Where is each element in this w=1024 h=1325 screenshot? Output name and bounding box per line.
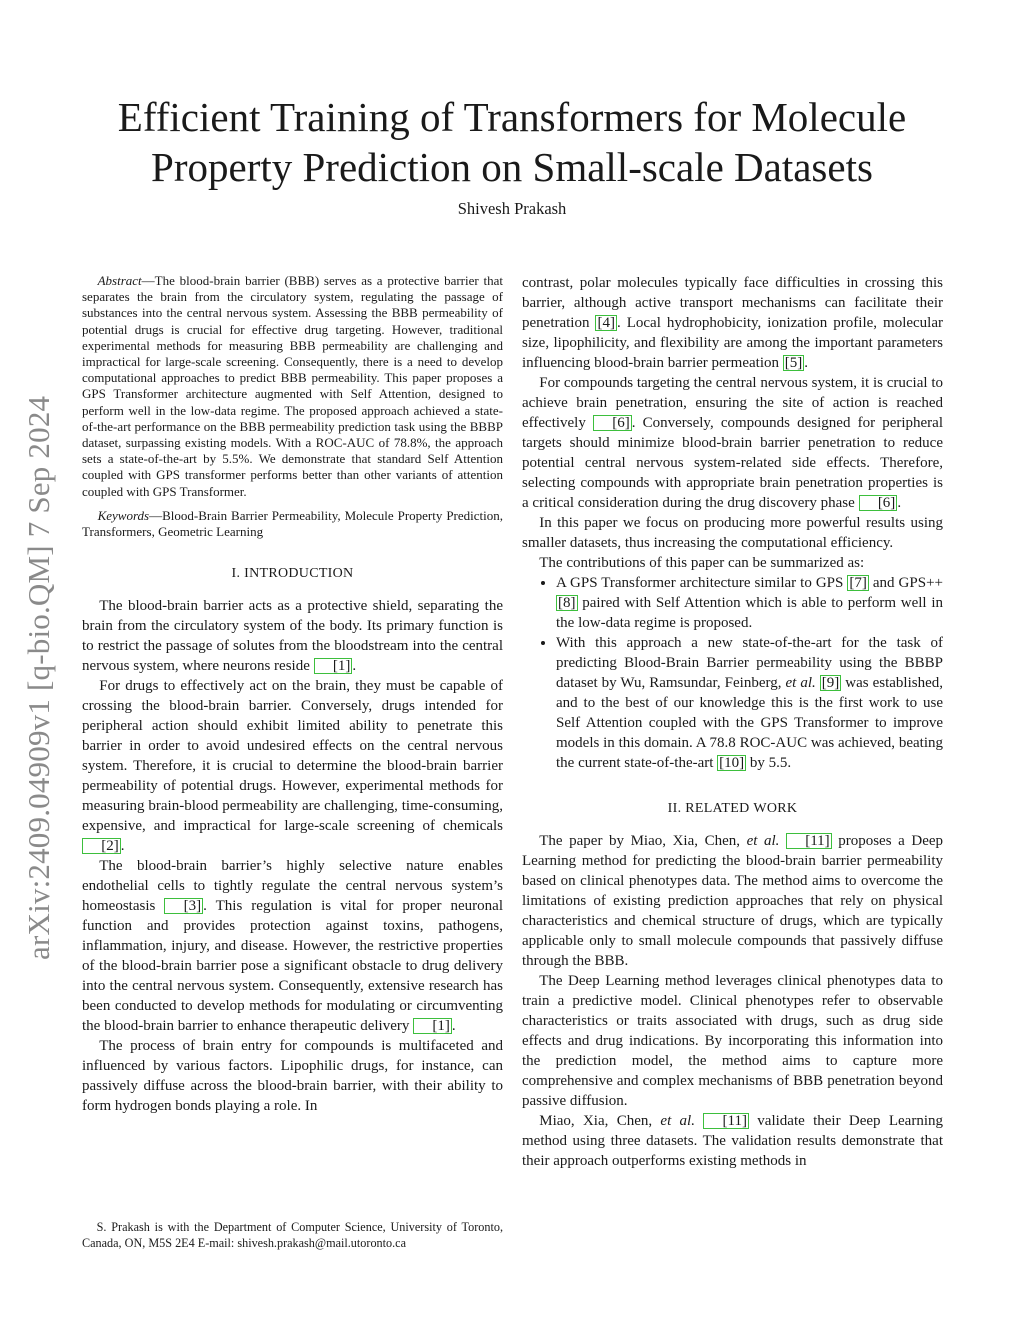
intro-paragraph-4: The process of brain entry for compounds is multifaceted and influenced by various factors. Lipophilic drugs, for instance, can passively diffuse across the blood-brain barrier, with their ability to form hydrogen bonds playing a role. In [82,1038,503,1115]
related-p1-text: The paper by Miao, Xia, Chen, [539,833,747,849]
contribution-1-text-3: paired with Self Attention which is able to perform well in the low-data regime is proposed. [556,595,943,631]
et-al: et al. [746,833,780,849]
abstract-text: —The blood-brain barrier (BBB) serves as a protective barrier that separates the brain from the circulatory system, regulating the passage of substances into the central nervous system. Assessing the BBB permeability of potential drugs is crucial for effective drug targeting. However, traditional experimental methods for measuring BBB permeability are challenging and impractical for large-scale screening. Consequently, there is a need to develop computational approaches to predict BBB permeability. This paper proposes a GPS Transformer architecture augmented with Self Attention, designed to perform well in the low-data regime. The proposed approach achieved a state-of-the-art performance on the BBB permeability prediction task using the BBBP dataset, surpassing existing models. With a ROC-AUC of 78.8%, the approach sets a state-of-the-art by 5.5%. We demonstrate that standard Self Attention coupled with GPS transformer performs better than other variants of attention coupled with GPS Transformer. [82,273,503,499]
section-2-number: II. [667,801,686,816]
contribution-2-text: With this approach a new state-of-the-art for the task of predicting Blood-Brain Barrier permeability using the BBBP dataset by Wu, Ramsundar, Feinberg, [556,635,943,691]
section-1-initial: I [244,566,250,582]
et-al: et al. [660,1113,695,1129]
right-p5-end: . [804,355,808,371]
abstract-label: Abstract [97,273,142,288]
intro-p1-end: . [352,658,357,675]
citation-link[interactable]: [6] [859,495,898,511]
footnote-affiliation: S. Prakash is with the Department of Computer Science, University of Toronto, Canada, ON, M5S 2E4 E-mail: shivesh.prakash@mail.utoronto.ca [82,1220,503,1250]
related-paragraph-1 [522,831,943,971]
related-p3-text: Miao, Xia, Chen, [539,1113,661,1129]
paper-title [90,92,934,192]
related-paragraph-2: The Deep Learning method leverages clinical phenotypes data to train a predictive model. Clinical phenotypes refer to observable characteristics or traits associated with drugs, such as drug side effects and drug indications. By incorporating this information into the prediction model, the method aims to capture more comprehensive and complex mechanisms of BBB penetration beyond passive diffusion. [522,973,943,1109]
citation-link[interactable]: [3] [164,898,203,914]
contribution-1-text-2: and GPS++ [868,575,943,591]
keywords-text: —Blood-Brain Barrier Permeability, Molecule Property Prediction, Transformers, Geometric Learning [82,507,503,540]
right-p6-end: . [897,495,902,511]
contribution-item-1 [556,573,943,633]
section-2-rest-2: ORK [766,801,798,816]
title-line-2: Property Prediction on Small-scale Datasets [151,144,873,190]
intro-paragraph-1 [82,596,503,676]
arxiv-identifier: arXiv:2409.04909v1 [q-bio.QM] 7 Sep 2024 [21,395,56,960]
section-2-initial-1: R [685,801,695,816]
section-1-number: I. [231,566,245,582]
intro-paragraph-2 [82,676,503,856]
right-p6-text: For compounds targeting the central nervous system, it is crucial to achieve brain penetration, ensuring the site of action is reached effectively [522,375,943,431]
et-al: et al. [785,675,816,691]
section-heading-introduction [82,564,503,584]
contribution-1-text: A GPS Transformer architecture similar to GPS [556,575,848,591]
section-heading-related-work [522,799,943,819]
keywords [82,508,503,540]
intro-paragraph-5 [522,373,943,513]
abstract [82,273,503,500]
contribution-2-end: by 5.5. [746,755,792,771]
intro-paragraph-3 [82,856,503,1036]
right-p6-text-2: . Conversely, compounds designed for peripheral targets should minimize blood-brain barrier penetration to reduce potential central nervous system-related side effects. Therefore, selecting compounds with appropriate brain penetration properties is a critical consideration during the drug discovery phase [522,415,943,511]
citation-link[interactable]: [11] [786,833,832,849]
citation-link[interactable]: [2] [82,838,121,854]
related-paragraph-3 [522,1111,943,1171]
citation-link[interactable]: [5] [784,355,803,371]
intro-p3-text-2: . This regulation is vital for proper neuronal function and provides protection against toxins, pathogens, inflammation, injury, and disease. However, the restrictive properties of the blood-brain barrier pose a significant obstacle to drug delivery into the central nervous system. Consequently, extensive research has been conducted to develop methods for modulating or circumventing the blood-brain barrier to enhance therapeutic delivery [82,898,503,1035]
right-p5-text: contrast, polar molecules typically face difficulties in crossing this barrier, although active transport mechanisms can facilitate their penetration [522,275,943,331]
left-column [82,273,503,1116]
intro-paragraph-6: In this paper we focus on producing more powerful results using smaller datasets, thus increasing the computational efficiency. [522,515,943,551]
citation-link[interactable]: [6] [593,415,632,431]
citation-link[interactable]: [11] [703,1113,749,1129]
intro-p2-end: . [120,838,125,855]
title-line-1: Efficient Training of Transformers for Molecule [117,94,907,140]
section-2-rest-1: ELATED [694,801,754,816]
intro-p2-text: For drugs to effectively act on the brain, they must be capable of crossing the blood-brain barrier. Conversely, drugs intended for peripheral action should exhibit limited ability to penetrate this barrier in order to avoid undesired effects on the central nervous system. Therefore, it is crucial to determine the blood-brain barrier permeability of potential drugs. However, experimental methods for measuring brain-blood permeability are challenging, time-consuming, expensive, and impractical for large-scale screening of chemicals [82,678,503,835]
citation-link[interactable]: [1] [314,658,353,674]
citation-link[interactable]: [10] [719,755,745,771]
keywords-label: Keywords [97,507,150,523]
right-column [522,273,943,1171]
related-p1-text-2: proposes a Deep Learning method for predicting the blood-brain barrier permeability based on clinical phenotypes data. The method aims to overcome the limitations of existing prediction approaches that rely on physical characteristics and chemical structure of drugs, which are typically applicable only to small molecule compounds that passively diffuse through the BBB. [522,833,944,969]
intro-p3-text: The blood-brain barrier’s highly selective nature enables endothelial cells to tightly regulate the central nervous system’s homeostasis [82,858,503,915]
intro-paragraph-4-continued [522,273,943,373]
section-1-rest: NTRODUCTION [249,566,354,582]
intro-p3-end: . [451,1018,456,1035]
right-p5-text-2: . Local hydrophobicity, ionization profile, molecular size, lipophilicity, and flexibility are among the important parameters influencing blood-brain barrier permeation [522,315,943,371]
contribution-item-2 [556,633,943,773]
citation-link[interactable]: [4] [597,315,615,331]
related-p3-text-2: validate their Deep Learning method using three datasets. The validation results demonstrate that their approach outperforms existing methods in [522,1113,943,1169]
contributions-list [522,573,943,773]
intro-p1-text: The blood-brain barrier acts as a protective shield, separating the brain from the circulatory system of the body. Its primary function is to restrict the passage of solutes from the bloodstream into the central nervous system, where neurons reside [82,598,503,675]
contribution-2-text-2: was established, and to the best of our knowledge this is the first work to use Self Attention coupled with the GPS Transformer to improve models in this domain. A 78.8 ROC-AUC was achieved, beating the current state-of-the-art [556,675,944,771]
citation-link[interactable]: [9] [821,675,840,691]
section-2-initial-2: W [753,801,767,816]
author-name: Shivesh Prakash [457,199,567,218]
intro-paragraph-7: The contributions of this paper can be summarized as: [539,555,865,571]
citation-link[interactable]: [8] [558,595,576,611]
citation-link[interactable]: [1] [413,1018,452,1034]
citation-link[interactable]: [7] [849,575,867,591]
